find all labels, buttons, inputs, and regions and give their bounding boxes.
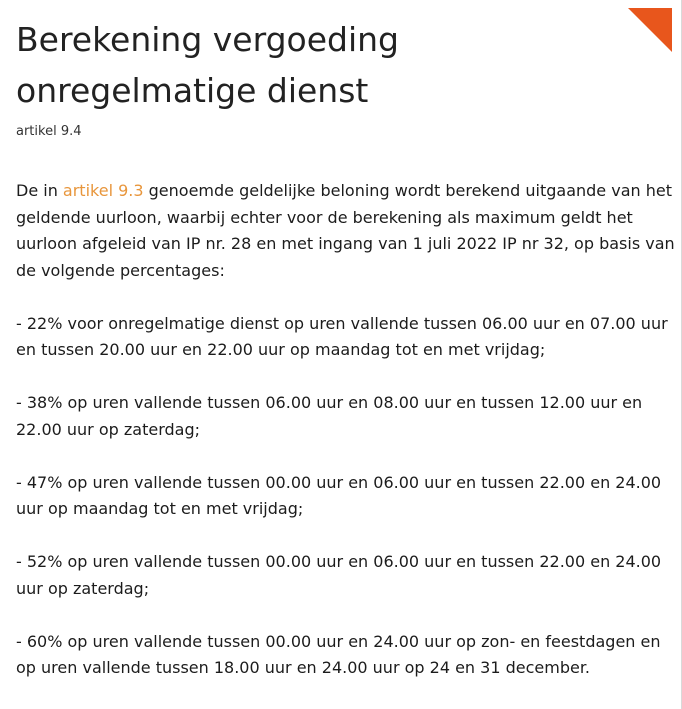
percentage-item-38: - 38% op uren vallende tussen 06.00 uur en 08.00 uur en tussen 12.00 uur en 22.00 uur op zaterdag; xyxy=(16,393,643,439)
page-title xyxy=(16,14,616,116)
percentage-item-22: - 22% voor onregelmatige dienst op uren vallende tussen 06.00 uur en 07.00 uur en tussen 20.00 uur en 22.00 uur op maandag tot en met vrijdag; xyxy=(16,313,668,359)
percentage-item-52: - 52% op uren vallende tussen 00.00 uur en 06.00 uur en tussen 22.00 en 24.00 uur op zaterdag; xyxy=(16,552,662,598)
intro-text-after: genoemde geldelijke beloning wordt berekend uitgaande van het geldende uurloon, waarbij echter voor de berekening als maximum geldt het uurloon afgeleid van IP nr. 28 en met ingang van 1 juli 2022 IP nr 32, op basis van de volgende percentages: xyxy=(16,181,675,280)
title-line-2: onregelmatige dienst xyxy=(16,71,369,110)
article-body xyxy=(16,178,676,682)
article-9-3-link[interactable]: artikel 9.3 xyxy=(62,181,144,200)
percentage-item-60: - 60% op uren vallende tussen 00.00 uur en 24.00 uur op zon- en feestdagen en op uren vallende tussen 18.00 uur en 24.00 uur op 24 en 31 december. xyxy=(16,631,661,677)
intro-text-before: De in xyxy=(16,181,63,200)
title-line-1: Berekening vergoeding xyxy=(16,20,399,59)
corner-triangle-icon xyxy=(628,8,672,52)
percentage-item-47: - 47% op uren vallende tussen 00.00 uur en 06.00 uur en tussen 22.00 en 24.00 uur op maandag tot en met vrijdag; xyxy=(16,472,662,518)
intro-paragraph xyxy=(16,178,676,284)
article-number: artikel 9.4 xyxy=(16,124,82,139)
